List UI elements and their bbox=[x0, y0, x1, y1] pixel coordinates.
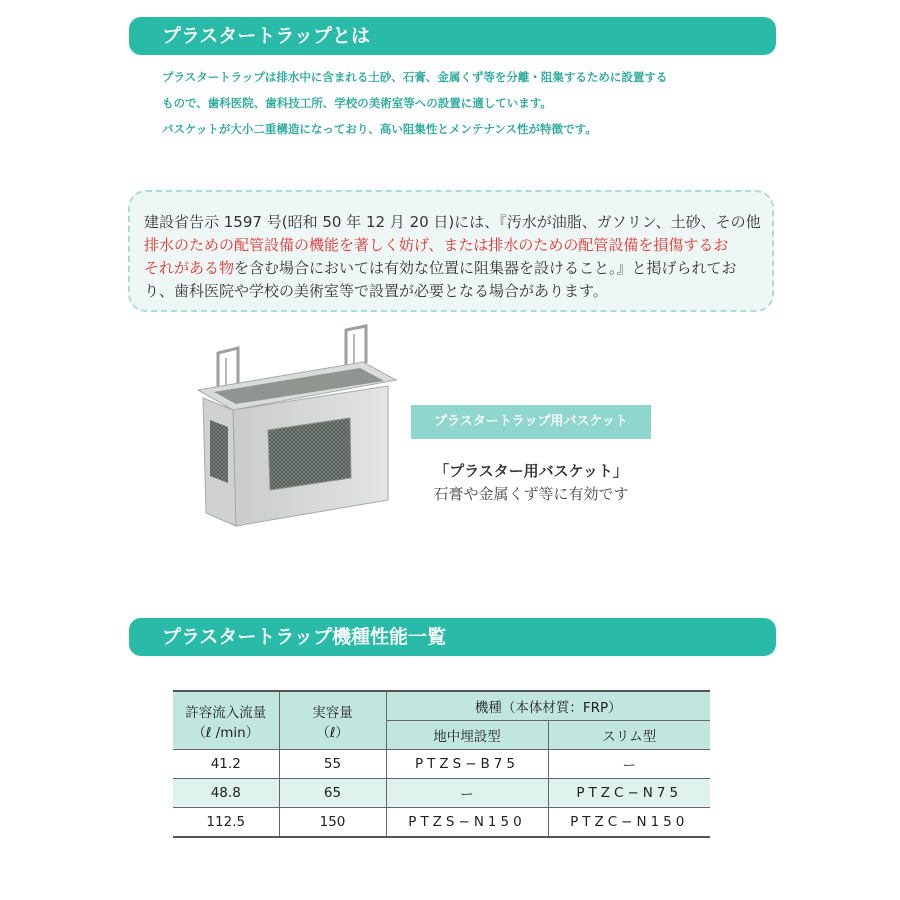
regulation-notice-box bbox=[128, 190, 774, 312]
table-row bbox=[173, 808, 710, 838]
intro-paragraph bbox=[162, 64, 762, 142]
notice-text-rest: を含む場合においては有効な位置に阻集器を設けること。』と掲げられてお bbox=[234, 259, 737, 277]
notice-line: 建設省告示 1597 号(昭和 50 年 12 月 20 日)には、『汚水が油脂、ガソリン、土砂、その他 bbox=[144, 213, 761, 231]
cell-flow: 48.8 bbox=[173, 779, 279, 808]
intro-line: バスケットが大小二重構造になっており、高い阻集性とメンテナンス性が特徴です。 bbox=[162, 122, 597, 136]
intro-line: プラスタートラップは排水中に含まれる土砂、石膏、金属くず等を分離・阻集するために設置する bbox=[162, 70, 668, 84]
product-name: 「プラスター用バスケット」 bbox=[434, 462, 628, 480]
notice-highlight: それがある物 bbox=[144, 259, 235, 277]
header-slim: スリム型 bbox=[548, 721, 710, 750]
header-underground: 地中埋設型 bbox=[386, 721, 548, 750]
cell-slim-model: ー bbox=[548, 750, 710, 779]
cell-slim-model: PTZC−N150 bbox=[548, 808, 710, 838]
basket-product-image bbox=[188, 318, 403, 528]
table-row bbox=[173, 750, 710, 779]
product-description: 石膏や金属くず等に有効です bbox=[433, 485, 629, 503]
header-flow bbox=[173, 691, 279, 750]
table-row bbox=[173, 779, 710, 808]
section-title-about: プラスタートラップとは bbox=[129, 17, 776, 55]
spec-table bbox=[173, 690, 710, 838]
cell-underground-model: PTZS−B75 bbox=[386, 750, 548, 779]
cell-underground-model: ー bbox=[386, 779, 548, 808]
section-title-spec-list: プラスタートラップ機種性能一覧 bbox=[129, 618, 776, 656]
header-capacity bbox=[279, 691, 386, 750]
notice-line: り、歯科医院や学校の美術室等で設置が必要となる場合があります。 bbox=[144, 282, 608, 300]
cell-underground-model: PTZS−N150 bbox=[386, 808, 548, 838]
header-model-group: 機種（本体材質：FRP） bbox=[386, 691, 710, 721]
header-capacity-label: 実容量 bbox=[312, 704, 353, 721]
header-capacity-unit: （ℓ） bbox=[316, 724, 349, 741]
cell-flow: 41.2 bbox=[173, 750, 279, 779]
product-tag: プラスタートラップ用バスケット bbox=[411, 405, 651, 439]
notice-line bbox=[144, 257, 784, 280]
notice-line-highlight: 排水のための配管設備の機能を著しく妨げ、または排水のための配管設備を損傷するお bbox=[144, 236, 729, 254]
cell-flow: 112.5 bbox=[173, 808, 279, 838]
header-flow-label: 許容流入流量 bbox=[185, 704, 267, 721]
intro-line: もので、歯科医院、歯科技工所、学校の美術室等への設置に適しています。 bbox=[162, 96, 552, 110]
cell-capacity: 150 bbox=[279, 808, 386, 838]
cell-capacity: 65 bbox=[279, 779, 386, 808]
regulation-notice-text bbox=[144, 211, 784, 303]
cell-slim-model: PTZC−N75 bbox=[548, 779, 710, 808]
header-flow-unit: （ℓ /min） bbox=[192, 724, 260, 741]
cell-capacity: 55 bbox=[279, 750, 386, 779]
